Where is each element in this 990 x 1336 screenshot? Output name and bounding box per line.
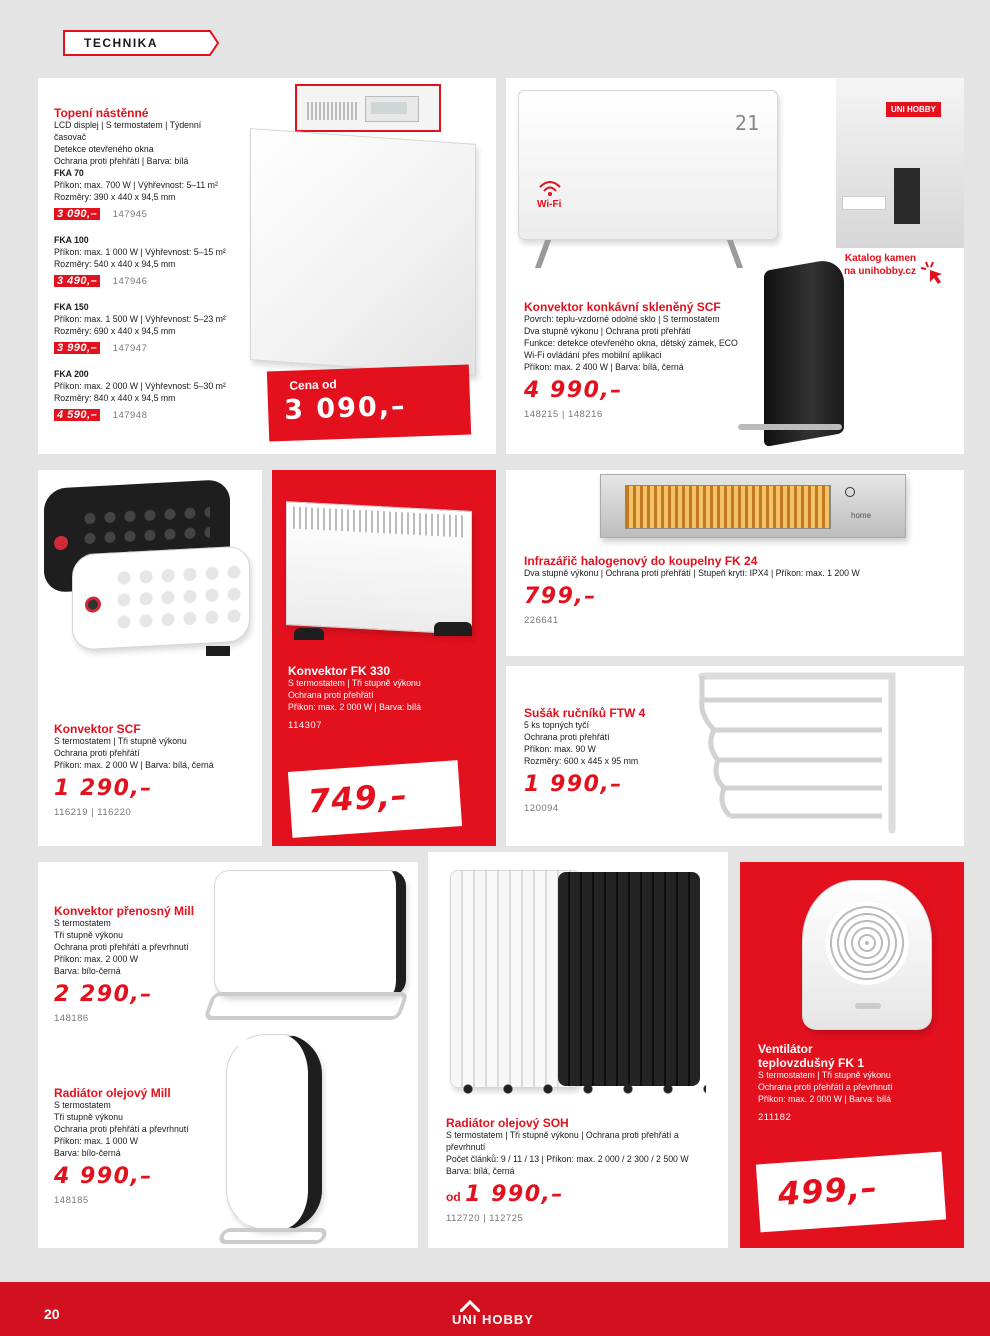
infra-brand: home	[851, 511, 872, 520]
product-price: 4 990,–	[524, 378, 623, 403]
variant-price: 4 590,–	[54, 409, 100, 421]
spec-line: Ochrana proti přehřátí a převrhnutí	[54, 942, 189, 953]
badge-label: Cena od	[289, 377, 337, 393]
section-title: TECHNIKA	[84, 36, 158, 50]
spec-line: 5 ks topných tyčí	[524, 720, 590, 731]
spec-line: Tři stupně výkonu	[54, 1112, 123, 1123]
product-code: 116219 | 116220	[54, 807, 132, 818]
convector-fk330-card	[272, 470, 496, 846]
stand-leg	[535, 240, 551, 268]
variant-price: 3 990,–	[54, 342, 100, 354]
product-code: 112720 | 112725	[446, 1213, 524, 1224]
product-price: 2 290,–	[54, 982, 153, 1007]
product-title: Topení nástěnné	[54, 106, 149, 120]
convector-scf-card	[38, 470, 262, 846]
catalog-brand: UNI HOBBY	[886, 102, 941, 117]
product-code: 211182	[758, 1112, 792, 1123]
spec-line: S termostatem	[54, 1100, 111, 1111]
spec-line: Příkon: max. 1 000 W	[54, 1136, 139, 1147]
product-title: Infrazářič halogenový do koupelny FK 24	[524, 554, 758, 568]
product-code: 226641	[524, 615, 559, 626]
mill-oil-stand	[217, 1228, 329, 1244]
variant-row	[54, 168, 244, 222]
spec-line: S termostatem | Tři stupně výkonu	[54, 736, 187, 747]
spec-line: Příkon: max. 2 400 W | Barva: bílá, černá	[524, 362, 684, 373]
spec-line: Dva stupně výkonu | Ochrana proti přehřátí | Stupeň krytí: IPX4 | Příkon: max. 1 200 W	[524, 568, 860, 579]
panel-heaters-card	[38, 78, 496, 454]
variant-price: 3 090,–	[54, 208, 100, 220]
product-code: 114307	[288, 720, 322, 731]
variant-row	[54, 235, 244, 289]
spec-line: Funkce: detekce otevřeného okna, dětský zámek, ECO	[524, 338, 738, 349]
towel-dryer-image	[696, 670, 914, 842]
variant-dims: Rozměry: 540 x 440 x 94,5 mm	[54, 259, 176, 270]
spec-line: Ochrana proti přehřátí | Barva: bílá	[54, 156, 189, 167]
product-title: Radiátor olejový Mill	[54, 1086, 171, 1100]
spec-line: Detekce otevřeného okna	[54, 144, 154, 155]
product-title: Konvektor přenosný Mill	[54, 904, 195, 918]
convector-fk330-text	[288, 664, 488, 731]
variant-price: 3 490,–	[54, 275, 100, 287]
price-badge	[756, 1152, 946, 1233]
spec-line: Počet článků: 9 / 11 / 13 | Příkon: max. 2 000 / 2 300 / 2 500 W	[446, 1154, 689, 1165]
spec-line: S termostatem | Tři stupně výkonu	[288, 678, 421, 689]
warning-icon	[845, 487, 855, 497]
variant-code: 147945	[112, 209, 148, 220]
stove-image	[894, 168, 920, 224]
product-title: Ventilátor teplovzdušný FK 1	[758, 1042, 865, 1070]
variant-power: Příkon: max. 2 000 W | Výhřevnost: 5–30 m²	[54, 381, 226, 392]
spec-line: Příkon: max. 2 000 W | Barva: bílá	[288, 702, 421, 713]
mill-convector-stand	[203, 992, 409, 1020]
spec-line: Ochrana proti přehřátí a převrhnutí	[758, 1082, 893, 1093]
spec-line: Wi-Fi ovládání přes mobilní aplikaci	[524, 350, 662, 361]
spec-line: Příkon: max. 90 W	[524, 744, 596, 755]
price-prefix: od	[446, 1190, 461, 1204]
spec-line: Rozměry: 600 x 445 x 95 mm	[524, 756, 639, 767]
variant-model: FKA 200	[54, 369, 89, 380]
variant-power: Příkon: max. 1 500 W | Výhřevnost: 5–23 m²	[54, 314, 226, 325]
spec-line: Ochrana proti přehřátí a převrhnutí	[54, 1124, 189, 1135]
infra-heater-text	[524, 554, 944, 626]
badge-price: 749,–	[306, 775, 410, 821]
fan-heater-text	[758, 1042, 958, 1123]
click-cursor-icon	[920, 260, 946, 291]
convector-scf-text	[54, 722, 254, 818]
panel-heaters-text	[54, 106, 244, 423]
variant-code: 147946	[112, 276, 148, 287]
spec-line: LCD displej | S termostatem | Týdenní časovač	[54, 120, 202, 143]
badge-price: 3 090,–	[283, 390, 407, 426]
catalog-link-text[interactable]: Katalog kamen na unihobby.cz	[843, 253, 916, 277]
variant-power: Příkon: max. 1 000 W | Výhřevnost: 5–15 m²	[54, 247, 226, 258]
spec-line: S termostatem | Tři stupně výkonu	[758, 1070, 891, 1081]
variant-model: FKA 150	[54, 302, 89, 313]
roof-icon	[460, 1300, 480, 1312]
convector-fk330-foot	[294, 628, 324, 640]
stand-leg	[738, 424, 842, 430]
glass-convector-black-image	[764, 257, 844, 447]
catalog-image	[836, 78, 964, 248]
catalog-link[interactable]	[836, 252, 916, 278]
panel-heater-image	[250, 128, 476, 376]
variant-dims: Rozměry: 390 x 440 x 94,5 mm	[54, 192, 176, 203]
spec-line: Barva: bílo-černá	[54, 1148, 121, 1159]
towel-dryer-card	[506, 666, 964, 846]
mill-oil-text	[54, 1086, 230, 1206]
variant-row	[54, 302, 244, 356]
infra-heater-image	[600, 474, 906, 538]
variant-dims: Rozměry: 690 x 440 x 94,5 mm	[54, 326, 176, 337]
variant-row	[54, 369, 244, 423]
glass-convector-white-image	[518, 90, 778, 240]
lcd-detail-inset	[295, 84, 441, 132]
fan-grille	[825, 901, 909, 985]
spec-line: Barva: bílo-černá	[54, 966, 121, 977]
section-tab	[62, 29, 220, 57]
product-title: Konvektor FK 330	[288, 664, 391, 678]
glass-convector-text	[524, 300, 764, 420]
product-price: 4 990,–	[54, 1164, 153, 1189]
convector-foot	[206, 646, 230, 656]
variant-dims: Rozměry: 840 x 440 x 94,5 mm	[54, 393, 176, 404]
spec-line: S termostatem | Tři stupně výkonu | Ochrana proti přehřátí a převrhnutí	[446, 1130, 679, 1153]
footer-logo-text: UNI HOBBY	[452, 1312, 534, 1327]
spec-line: Ochrana proti přehřátí	[524, 732, 610, 743]
spec-line: Příkon: max. 2 000 W | Barva: bílá	[758, 1094, 891, 1105]
convector-white-image	[72, 545, 250, 650]
product-price: 1 990,–	[524, 772, 623, 797]
product-title: Radiátor olejový SOH	[446, 1116, 569, 1130]
variant-code: 147948	[112, 410, 148, 421]
spec-line: Barva: bílá, černá	[446, 1166, 515, 1177]
product-price: 799,–	[524, 584, 597, 609]
product-code: 120094	[524, 803, 559, 814]
footer-bar	[0, 1282, 990, 1336]
product-code: 148215 | 148216	[524, 409, 603, 420]
mill-card	[38, 862, 418, 1248]
product-code: 148186	[54, 1013, 89, 1024]
spec-line: Ochrana proti přehřátí	[54, 748, 140, 759]
variant-power: Příkon: max. 700 W | Výhřevnost: 5–11 m²	[54, 180, 218, 191]
spec-line: Příkon: max. 2 000 W	[54, 954, 139, 965]
soh-black-radiator-image	[558, 872, 700, 1086]
towel-dryer-text	[524, 706, 724, 814]
spec-line: S termostatem	[54, 918, 111, 929]
spec-line: Tři stupně výkonu	[54, 930, 123, 941]
mill-convector-image	[214, 870, 406, 996]
product-price: 1 290,–	[54, 776, 153, 801]
page-number: 20	[44, 1306, 60, 1322]
price-badge-red	[267, 364, 471, 441]
mill-convector-text	[54, 904, 230, 1024]
product-title: Konvektor konkávní skleněný SCF	[524, 300, 721, 314]
variant-model: FKA 100	[54, 235, 89, 246]
soh-text	[446, 1116, 726, 1224]
product-title: Konvektor SCF	[54, 722, 141, 736]
infra-heater-card	[506, 470, 964, 656]
temperature-display: 21	[734, 111, 759, 135]
fan-heater-card	[740, 862, 964, 1248]
towel-dryer-shape	[696, 670, 914, 842]
price-badge	[288, 760, 462, 838]
fan-heater-image	[802, 880, 932, 1030]
badge-price: 499,–	[776, 1168, 880, 1214]
soh-wheels	[448, 1084, 706, 1094]
product-title: Sušák ručníků FTW 4	[524, 706, 646, 720]
stand-leg	[727, 240, 743, 268]
soh-card	[428, 852, 728, 1248]
convector-fk330-foot	[434, 622, 472, 636]
variant-model: FKA 70	[54, 168, 84, 179]
glass-convector-card	[506, 78, 964, 454]
mill-oil-image	[226, 1034, 322, 1230]
spec-line: Ochrana proti přehřátí	[288, 690, 374, 701]
spec-line: Dva stupně výkonu | Ochrana proti přehřátí	[524, 326, 691, 337]
product-code: 148185	[54, 1195, 89, 1206]
product-price: 1 990,–	[465, 1182, 564, 1207]
spec-line: Příkon: max. 2 000 W | Barva: bílá, černá	[54, 760, 214, 771]
spec-line: Povrch: teplu-vzdorné odolné sklo | S termostatem	[524, 314, 720, 325]
variant-code: 147947	[112, 343, 148, 354]
wifi-label: Wi-Fi	[537, 199, 562, 210]
convector-fk330-image	[286, 501, 472, 635]
